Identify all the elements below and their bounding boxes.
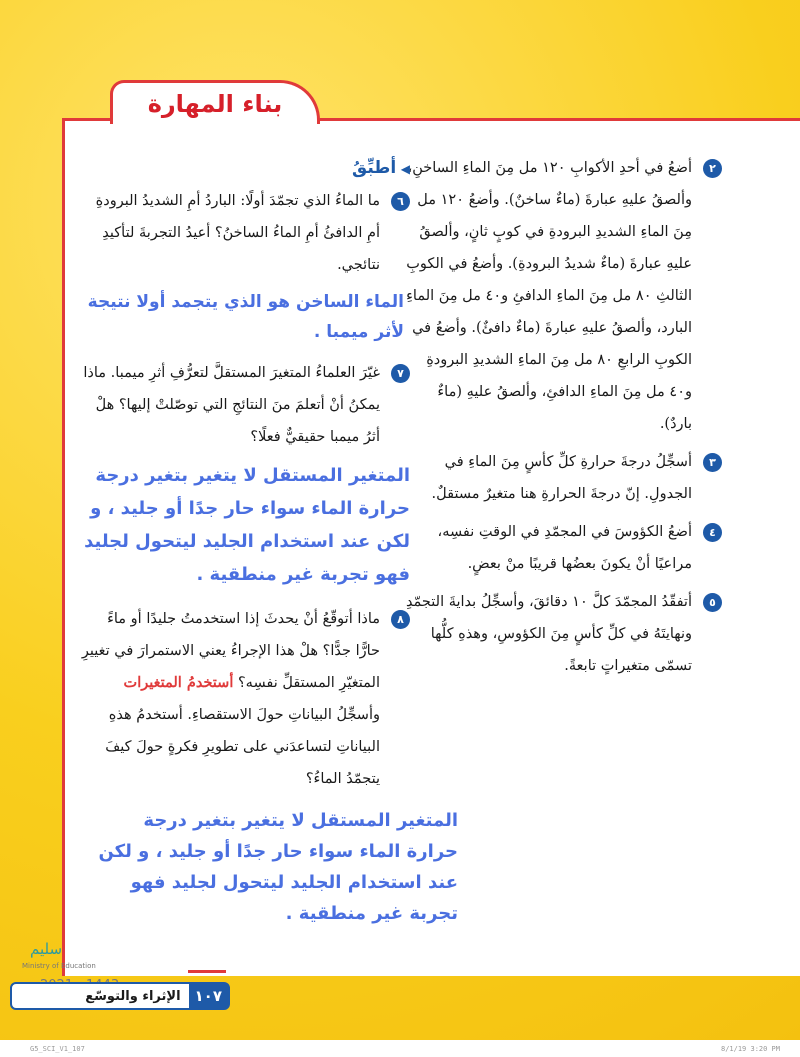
step-text: أسجِّلُ درجةَ حرارةِ كلِّ كأسٍ مِنَ الماءِ في الجدولِ. إنّ درجةَ الحرارةِ هنا متغيرٌ مستقلٌ. — [431, 454, 692, 502]
handwritten-answer-7: المتغير المستقل لا يتغير بتغير درجة حرارة الماء سواء حار جدًا أو جليد ، و لكن عند استخدام الجليد ليتحول لجليد فهو تجربة غير منطقية . — [84, 465, 410, 585]
step-number-badge: ٣ — [703, 453, 722, 472]
footer-section-label: الإثراء والتوسّع — [85, 988, 181, 1004]
step-text: أتفقّدُ المجمّدَ كلَّ ١٠ دقائقَ، وأسجِّلُ بدايةَ التجمّدِ ونهايتَهُ في كلِّ كأسٍ مِنَ الكؤوسِ، وهذهِ كلُّها تسمّى متغيراتٍ تابعةً. — [405, 594, 692, 674]
page-number: ١٠٧ — [189, 984, 228, 1008]
step-item — [402, 446, 722, 510]
apply-heading — [80, 152, 410, 185]
question-item — [80, 603, 410, 795]
apply-heading-label: أطبِّقُ — [352, 158, 397, 178]
step-item — [402, 152, 722, 440]
printer-marks — [0, 1045, 800, 1057]
question-number-badge: ٧ — [391, 364, 410, 383]
step-number-badge: ٢ — [703, 159, 722, 178]
apply-column — [80, 152, 410, 801]
procedure-column — [402, 152, 722, 688]
publisher-logo-subtitle: Ministry of Education — [22, 962, 96, 970]
print-slug-left: G5_SCI_V1_107 — [30, 1045, 85, 1053]
page-footer-bar — [10, 982, 230, 1010]
question-number-badge: ٨ — [391, 610, 410, 629]
question-text: ما الماءُ الذي تجمّدَ أولًا: الباردُ أمِ الشديدُ البرودةِ أمِ الدافئُ أمِ الماءُ الساخنُ؟ أعيدُ التجربةَ لتأكيدِ نتائجي. — [95, 193, 380, 273]
question-item — [80, 357, 410, 453]
step-number-badge: ٥ — [703, 593, 722, 612]
question-number-badge: ٦ — [391, 192, 410, 211]
print-slug-right: 8/1/19 3:20 PM — [720, 1045, 780, 1053]
skill-highlight: أستخدمُ المتغيرات — [123, 674, 234, 691]
step-text: أضعُ في أحدِ الأكوابِ ١٢٠ مل مِنَ الماءِ الساخنِ، وألصقُ عليهِ عبارةَ (ماءٌ ساخنٌ). وأضعُ ١٢٠ مل مِنَ الماءِ الشديدِ البرودةِ في كوبٍ ثانٍ، وألصقُ عليهِ عبارةَ (ماءٌ شديدُ البرودةِ). وأضعُ في الكوبِ الثالثِ ٨٠ مل مِنَ الماءِ الدافئِ و٤٠ مل مِنَ الماءِ البارد، وألصقُ عليهِ عبارةَ (ماءٌ دافئٌ). وأضعُ في الكوبِ الرابعِ ٨٠ مل مِنَ الماءِ الشديدِ البرودةِ و٤٠ مل مِنَ الماءِ الدافئِ، وألصقُ عليهِ (ماءٌ باردٌ). — [406, 160, 692, 432]
handwritten-answer-6: الماء الساخن هو الذي يتجمد أولا نتيجة لأثر ميمبا . — [87, 292, 404, 342]
step-text: أضعُ الكؤوسَ في المجمّدِ في الوقتِ نفسِه، مراعيًا أنْ يكونَ بعضُها قريبًا منْ بعضٍ. — [437, 524, 692, 572]
question-text: غيّرَ العلماءُ المتغيرَ المستقلَّ لتعرُّفِ أثرِ ميمبا. ماذا يمكنُ أنْ أتعلمَ منَ النتائجِ التي توصّلتْ إليها؟ هلْ أثرُ ميمبا حقيقيٌّ فعلًا؟ — [83, 365, 380, 445]
section-tab — [110, 80, 320, 124]
question-text-end: وأسجِّلُ البياناتِ حولَ الاستقصاءِ. أستخدمُ هذهِ البياناتِ لتساعدَني على تطويرِ فكرةٍ حولَ كيفَ يتجمّدُ الماءُ؟ — [105, 707, 380, 787]
step-item — [402, 516, 722, 580]
publisher-logo-text: سليم — [30, 940, 63, 958]
footer-accent-line — [188, 970, 226, 973]
step-number-badge: ٤ — [703, 523, 722, 542]
section-title: بناء المهارة — [147, 89, 283, 118]
triangle-bullet-icon: ◀ — [400, 162, 410, 176]
step-item — [402, 586, 722, 682]
question-item — [80, 185, 410, 281]
question-text-start: ماذا أتوقّعُ أنْ يحدثَ إذا استخدمتُ جليدًا أو ماءً حارًّا جدًّا؟ هلْ هذا الإجراءُ يعني الاستمرارَ في تغييرِ المتغيّرِ المستقلِّ نفسِه؟ — [81, 611, 380, 691]
handwritten-answer-8: المتغير المستقل لا يتغير بتغير درجة حرارة الماء سواء حار جدًا أو جليد ، و لكن عند استخدام الجليد ليتحول لجليد فهو تجربة غير منطقية . — [98, 810, 458, 924]
